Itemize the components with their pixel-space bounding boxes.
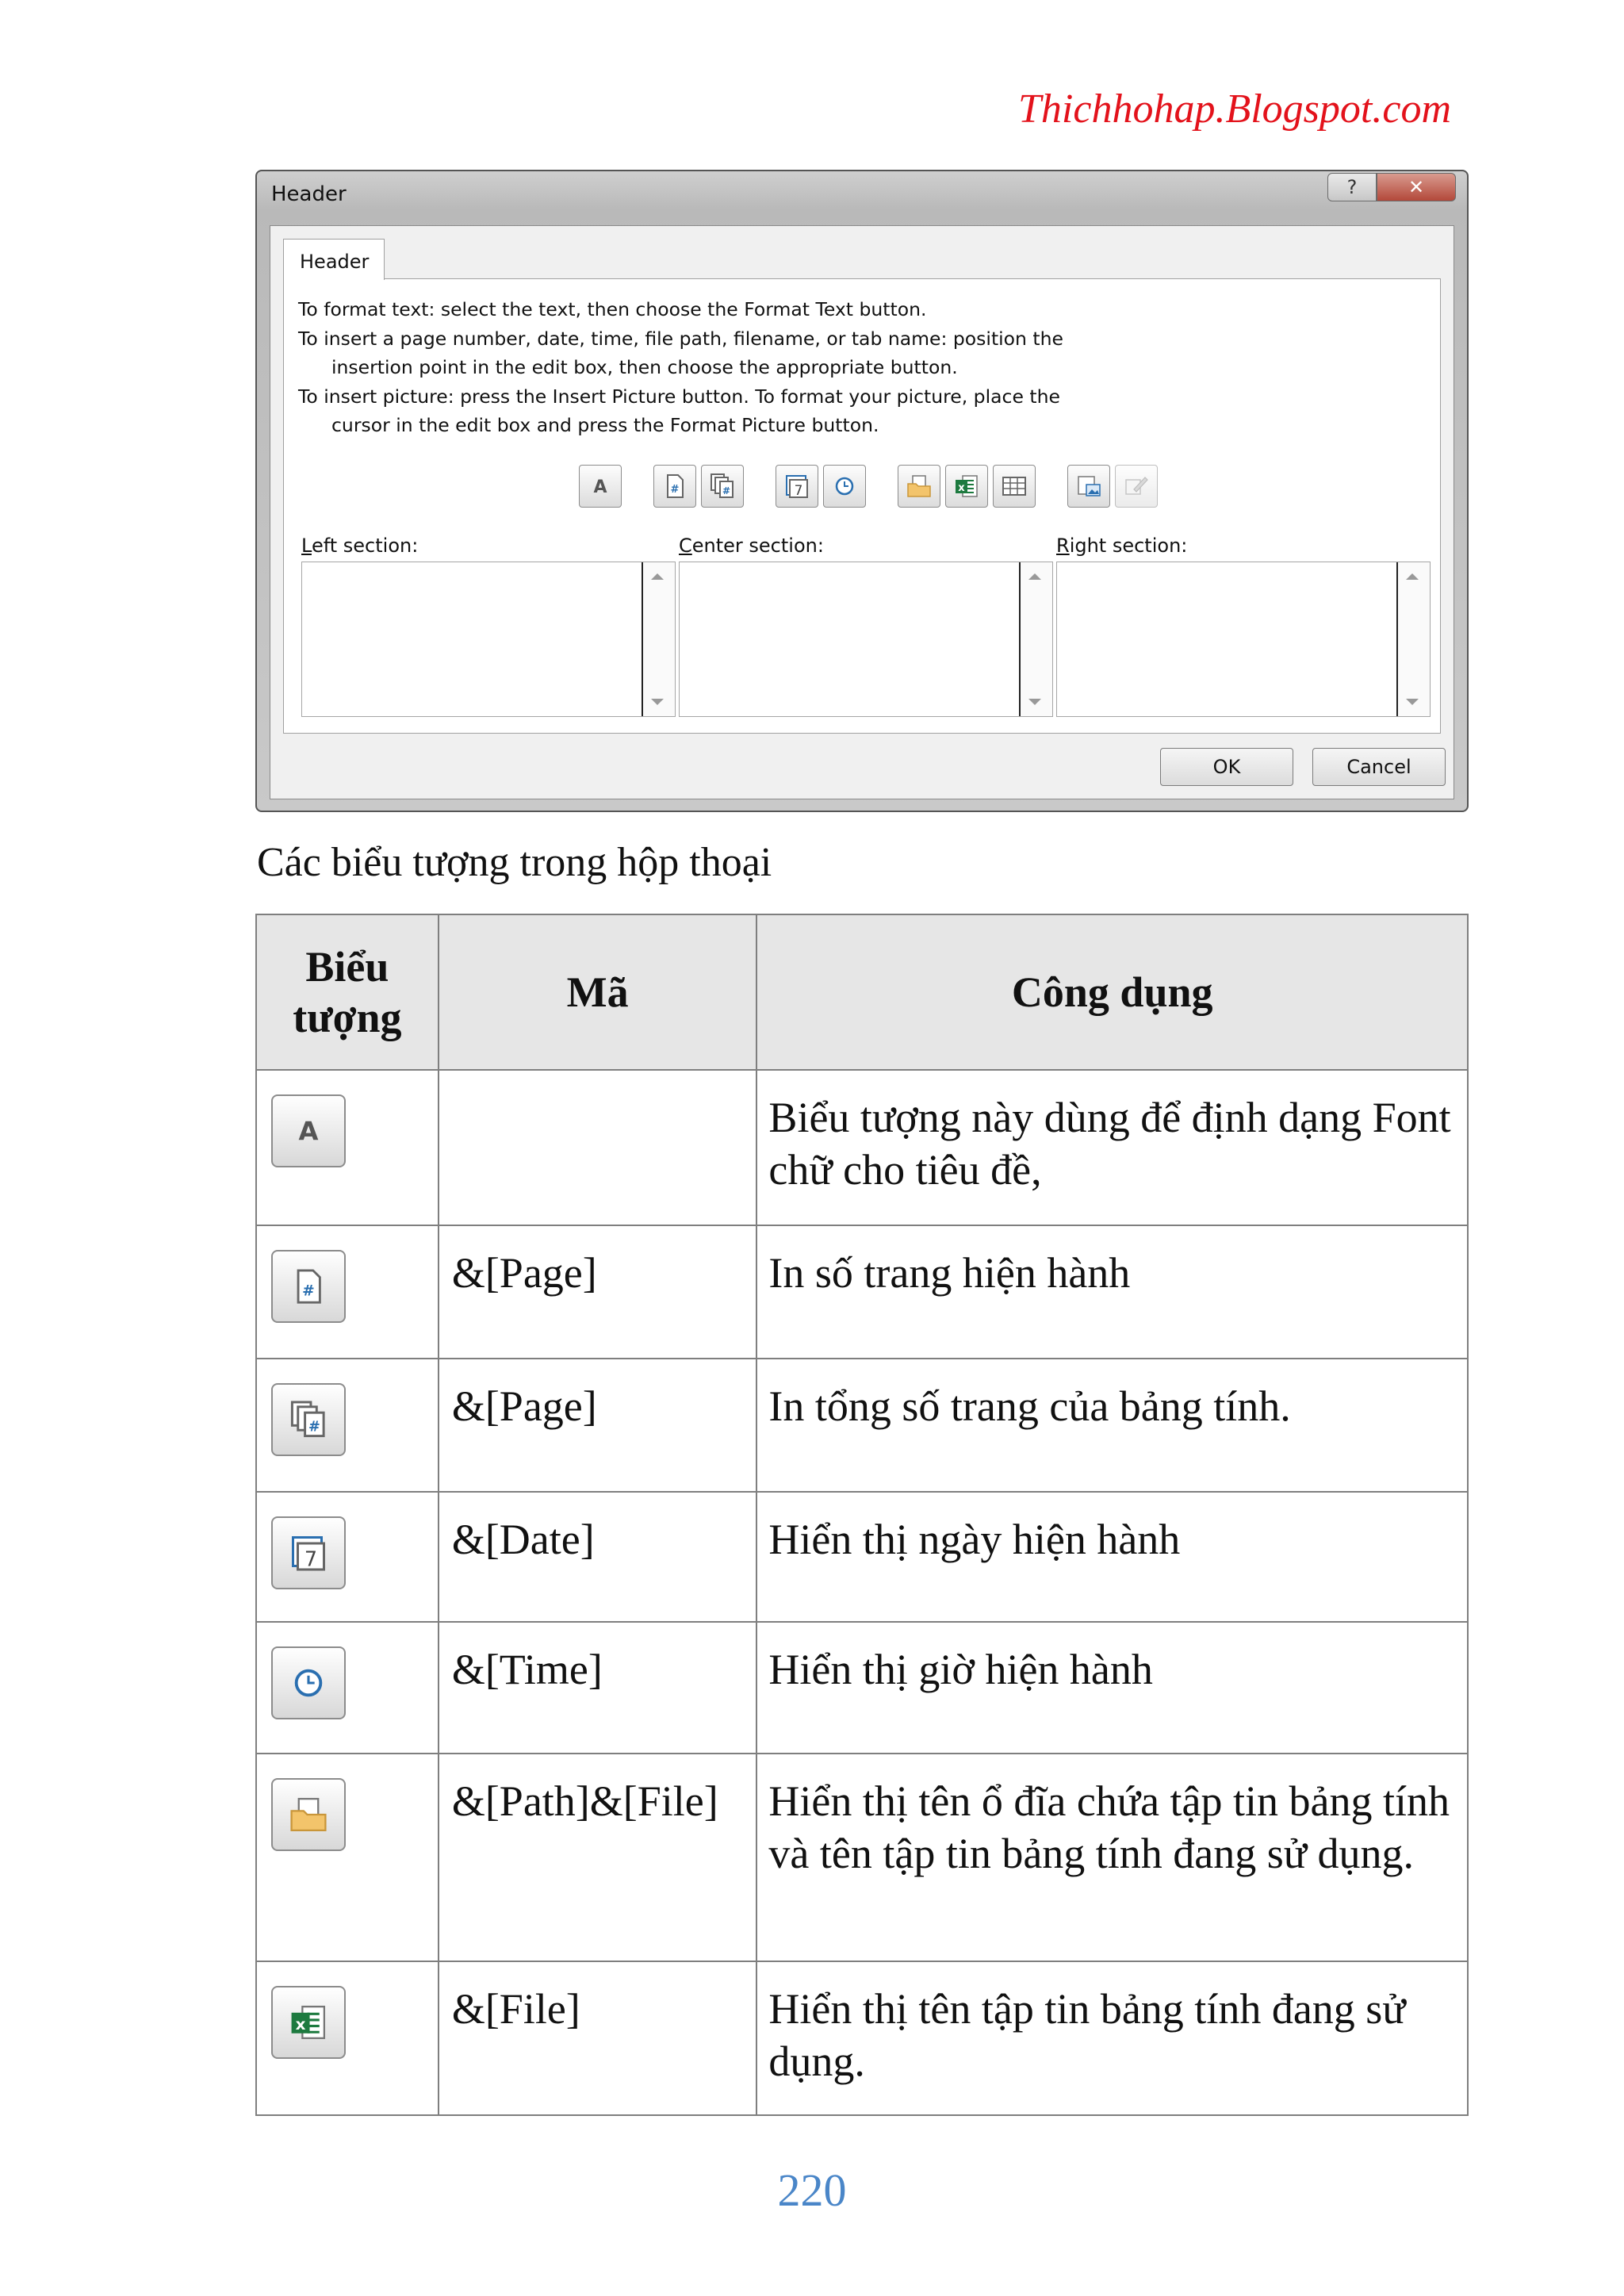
instruction-line: To format text: select the text, then choose the Format Text button.: [298, 298, 927, 320]
ok-button[interactable]: OK: [1160, 748, 1293, 786]
code-cell: &[Path]&[File]: [439, 1754, 757, 1961]
close-button[interactable]: ✕: [1377, 173, 1456, 201]
icon-cell: [256, 1070, 439, 1225]
page-number-icon: [663, 473, 687, 499]
svg-text:x: x: [958, 482, 965, 494]
instructions: [298, 295, 1063, 440]
header-toolbar: [284, 465, 1440, 512]
center-section-scrollbar[interactable]: [1019, 562, 1052, 716]
header-dialog: [255, 170, 1469, 812]
usage-cell: Biểu tượng này dùng để định dạng Font chữ cho tiêu đề,: [756, 1070, 1468, 1225]
code-cell: [439, 1070, 757, 1225]
time-icon: [833, 474, 856, 498]
time-button: [271, 1646, 346, 1719]
format-text-icon: [291, 1114, 326, 1148]
file-name-button[interactable]: [945, 465, 988, 508]
sheet-name-icon: [1001, 474, 1028, 498]
file-path-button[interactable]: [898, 465, 940, 508]
tab-panel: [283, 278, 1441, 734]
number-of-pages-icon: [709, 473, 736, 500]
cancel-button[interactable]: Cancel: [1312, 748, 1446, 786]
code-cell: &[Date]: [439, 1492, 757, 1622]
svg-text:7: 7: [794, 483, 803, 499]
dialog-titlebar: [257, 171, 1467, 220]
help-button[interactable]: ?: [1327, 173, 1377, 201]
page-number-button[interactable]: [653, 465, 696, 508]
icon-cell: [256, 1492, 439, 1622]
right-section-label: Right section:: [1056, 535, 1188, 557]
usage-cell: Hiển thị ngày hiện hành: [756, 1492, 1468, 1622]
caption: Các biểu tượng trong hộp thoại: [257, 840, 772, 885]
file-name-icon: [953, 473, 980, 499]
left-section-scrollbar[interactable]: [642, 562, 675, 716]
date-button: [271, 1516, 346, 1589]
svg-text:#: #: [302, 1282, 315, 1300]
file-path-icon: [288, 1795, 329, 1834]
right-section-scrollbar[interactable]: [1396, 562, 1430, 716]
file-name-button: [271, 1986, 346, 2059]
usage-cell: Hiển thị giờ hiện hành: [756, 1622, 1468, 1754]
icon-cell: [256, 1225, 439, 1359]
page-number-icon: [291, 1268, 326, 1305]
insert-picture-icon: [1075, 473, 1102, 499]
format-text-button[interactable]: [579, 465, 622, 508]
insert-picture-button[interactable]: [1067, 465, 1110, 508]
svg-text:#: #: [308, 1419, 320, 1435]
sheet-name-button[interactable]: [993, 465, 1036, 508]
format-text-button: [271, 1094, 346, 1167]
window-controls: [1327, 173, 1456, 203]
tab-header[interactable]: Header: [283, 239, 385, 280]
file-name-icon: [288, 2003, 329, 2042]
icon-cell: [256, 1754, 439, 1961]
date-icon: [289, 1534, 327, 1572]
format-picture-button[interactable]: [1115, 465, 1158, 508]
usage-cell: Hiển thị tên tập tin bảng tính đang sử dụng.: [756, 1961, 1468, 2115]
page-number-button: [271, 1250, 346, 1323]
code-cell: &[Time]: [439, 1622, 757, 1754]
header-usage: Công dụng: [756, 914, 1468, 1070]
svg-text:#: #: [722, 485, 731, 496]
icon-cell: [256, 1359, 439, 1492]
instruction-line: cursor in the edit box and press the Format Picture button.: [331, 414, 879, 436]
instruction-line: To insert picture: press the Insert Picture button. To format your picture, place the: [298, 385, 1060, 408]
code-cell: &[Page]: [439, 1359, 757, 1492]
left-section-label: Left section:: [301, 535, 419, 557]
header-code: Mã: [439, 914, 757, 1070]
dialog-body: [270, 225, 1454, 799]
usage-cell: Hiển thị tên ổ đĩa chứa tập tin bảng tính và tên tập tin bảng tính đang sử dụng.: [756, 1754, 1468, 1961]
time-icon: [290, 1665, 327, 1701]
table-row: [256, 1225, 1468, 1359]
date-button[interactable]: [776, 465, 818, 508]
dialog-title: Header: [271, 182, 347, 206]
table-row: [256, 1359, 1468, 1492]
center-section-input[interactable]: [679, 562, 1053, 717]
date-icon: [784, 473, 810, 499]
table-row: [256, 1492, 1468, 1622]
number-of-pages-icon: [289, 1400, 328, 1439]
number-of-pages-button: [271, 1383, 346, 1456]
icon-cell: [256, 1622, 439, 1754]
time-button[interactable]: [823, 465, 866, 508]
svg-text:7: 7: [304, 1547, 318, 1572]
number-of-pages-button[interactable]: [701, 465, 744, 508]
usage-cell: In tổng số trang của bảng tính.: [756, 1359, 1468, 1492]
code-cell: &[File]: [439, 1961, 757, 2115]
format-text-icon: [588, 474, 612, 498]
table-row: [256, 1070, 1468, 1225]
left-section-input[interactable]: [301, 562, 676, 717]
svg-text:A: A: [593, 477, 607, 497]
table-row: [256, 1622, 1468, 1754]
format-picture-icon: [1123, 473, 1150, 499]
svg-text:A: A: [298, 1116, 319, 1147]
instruction-line: insertion point in the edit box, then choose the appropriate button.: [331, 356, 958, 378]
table-header-row: [256, 914, 1468, 1070]
code-cell: &[Page]: [439, 1225, 757, 1359]
svg-text:x: x: [295, 2015, 306, 2034]
center-section-label: Center section:: [679, 535, 824, 557]
instruction-line: To insert a page number, date, time, file path, filename, or tab name: position the: [298, 327, 1063, 350]
file-path-button: [271, 1778, 346, 1851]
usage-cell: In số trang hiện hành: [756, 1225, 1468, 1359]
right-section-input[interactable]: [1056, 562, 1431, 717]
icon-table: [255, 914, 1469, 2116]
icon-cell: [256, 1961, 439, 2115]
file-path-icon: [906, 473, 933, 499]
page-number: 220: [777, 2164, 847, 2216]
header-icon: Biểu tượng: [256, 914, 439, 1070]
table-row: [256, 1961, 1468, 2115]
site-label: Thichhohap.Blogspot.com: [1018, 86, 1451, 132]
svg-text:#: #: [670, 484, 680, 496]
table-row: [256, 1754, 1468, 1961]
